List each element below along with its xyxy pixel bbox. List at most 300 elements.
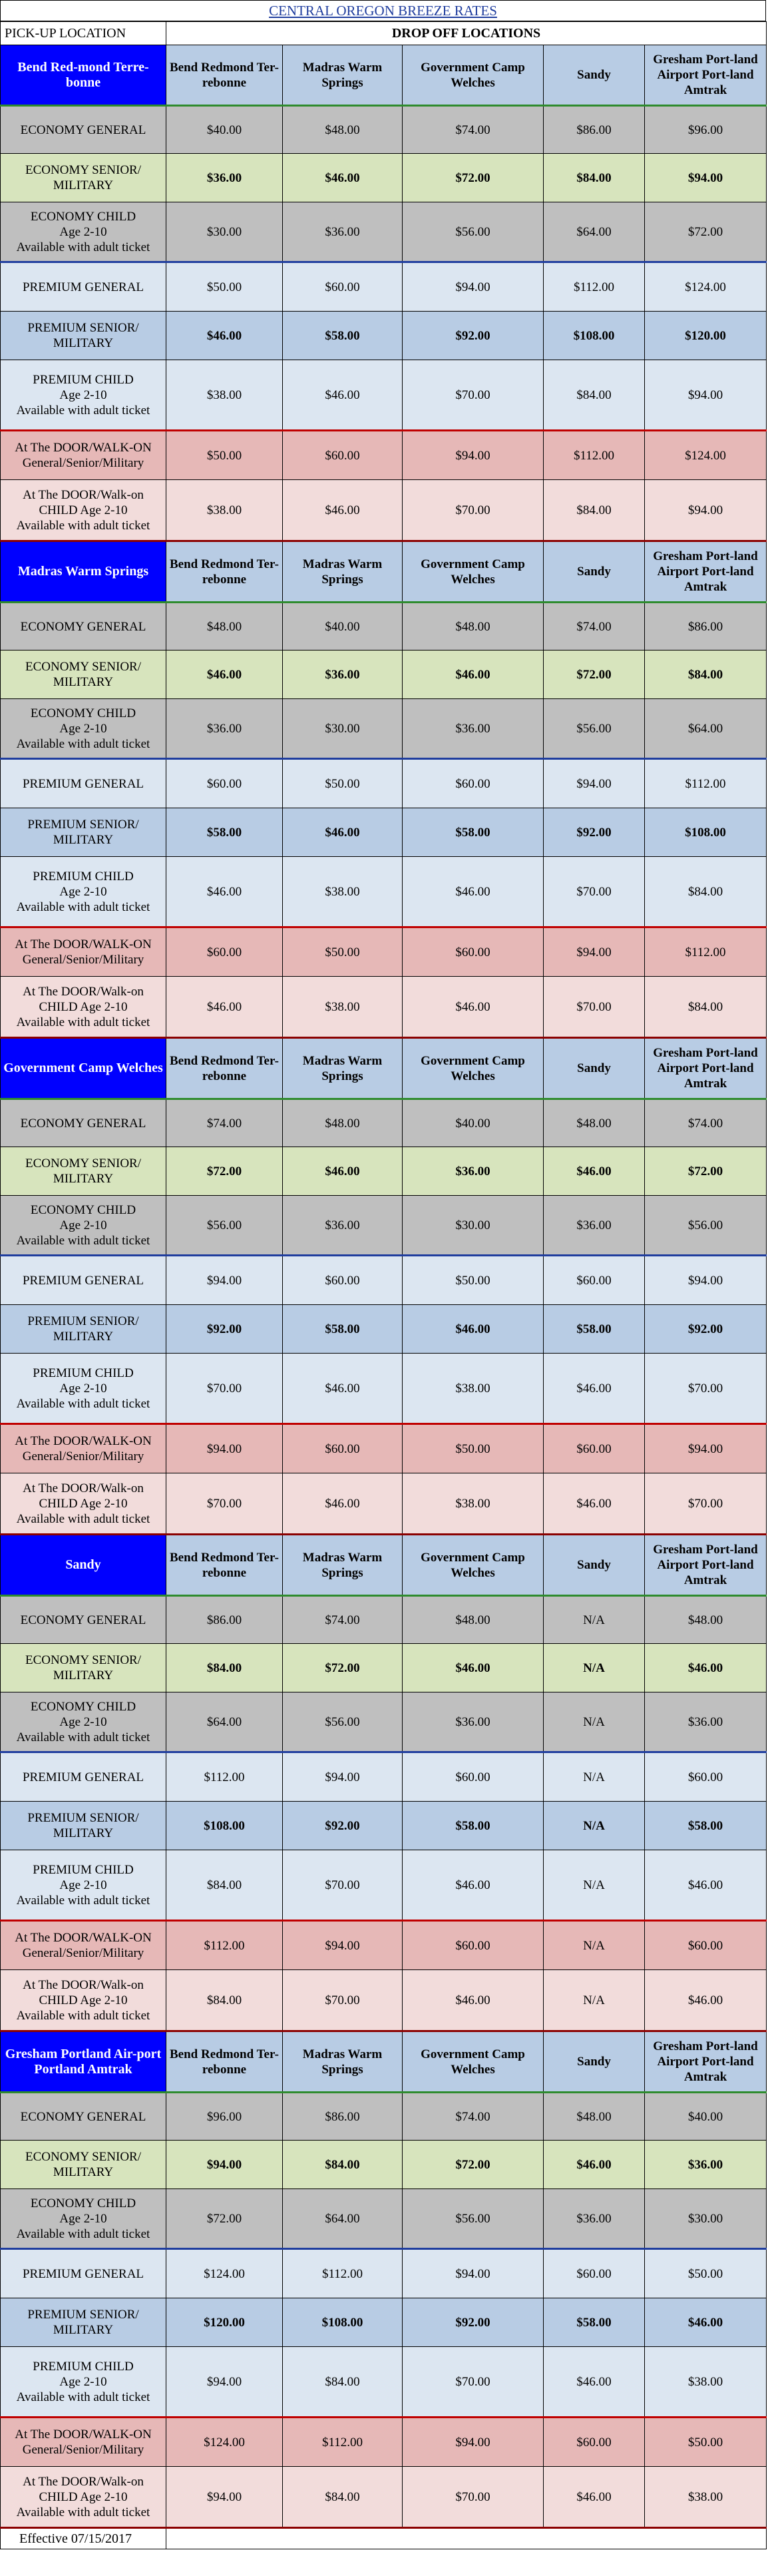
fare-cell: $112.00 bbox=[645, 927, 767, 977]
fare-cell: $74.00 bbox=[403, 2093, 544, 2141]
fare-cell: $46.00 bbox=[544, 2141, 645, 2189]
fare-cell: $72.00 bbox=[403, 154, 544, 202]
fare-cell: $60.00 bbox=[283, 1256, 403, 1305]
fare-cell: $58.00 bbox=[403, 1802, 544, 1850]
premium-child-row bbox=[1, 2347, 767, 2418]
fare-cell: $86.00 bbox=[645, 603, 767, 650]
destination-header: Gresham Port-land Airport Port-land Amtrak bbox=[645, 45, 767, 106]
economy-senior-military-label: ECONOMY SENIOR/ MILITARY bbox=[1, 2141, 166, 2189]
page-title[interactable]: CENTRAL OREGON BREEZE RATES bbox=[269, 2, 497, 19]
fare-cell: $84.00 bbox=[544, 480, 645, 541]
door-walk-on-child-label bbox=[1, 1970, 166, 2031]
door-walk-on-child-row bbox=[1, 480, 767, 541]
economy-child-label bbox=[1, 2189, 166, 2249]
pickup-location-header: PICK-UP LOCATION bbox=[1, 22, 166, 45]
fare-cell: $70.00 bbox=[403, 2467, 544, 2528]
fare-cell: $30.00 bbox=[166, 202, 283, 262]
fare-cell: $40.00 bbox=[166, 106, 283, 154]
economy-child-row bbox=[1, 202, 767, 262]
fare-cell: $96.00 bbox=[645, 106, 767, 154]
fare-cell: $46.00 bbox=[283, 808, 403, 857]
door-walk-on-child-label bbox=[1, 1473, 166, 1535]
fare-cell: $56.00 bbox=[544, 699, 645, 759]
title-bar bbox=[0, 0, 766, 21]
destination-header: Sandy bbox=[544, 45, 645, 106]
destination-header: Madras Warm Springs bbox=[283, 1535, 403, 1596]
destination-header: Sandy bbox=[544, 2031, 645, 2093]
label-line: At The DOOR/WALK-ON bbox=[15, 937, 152, 951]
label-line: General/Senior/Military bbox=[22, 953, 144, 967]
fare-cell: $84.00 bbox=[544, 360, 645, 431]
economy-senior-military-label: ECONOMY SENIOR/ MILITARY bbox=[1, 1147, 166, 1196]
destination-header: Madras Warm Springs bbox=[283, 1038, 403, 1099]
premium-senior-military-row bbox=[1, 312, 767, 360]
section-header-row bbox=[1, 1535, 767, 1596]
fare-cell: $46.00 bbox=[166, 857, 283, 927]
fare-cell: $48.00 bbox=[166, 603, 283, 650]
label-line: Available with adult ticket bbox=[16, 1015, 150, 1029]
label-line: PREMIUM CHILD bbox=[33, 869, 134, 884]
pickup-origin: Sandy bbox=[1, 1535, 166, 1596]
fare-cell: $84.00 bbox=[166, 1970, 283, 2031]
label-line: CHILD Age 2-10 bbox=[39, 503, 128, 517]
fare-cell: $60.00 bbox=[166, 927, 283, 977]
label-line: Age 2-10 bbox=[59, 2374, 107, 2389]
economy-child-label bbox=[1, 699, 166, 759]
fare-cell: $124.00 bbox=[166, 2418, 283, 2467]
premium-general-row bbox=[1, 1256, 767, 1305]
fare-cell: $50.00 bbox=[645, 2249, 767, 2298]
economy-senior-military-label: ECONOMY SENIOR/ MILITARY bbox=[1, 650, 166, 699]
fare-cell: $60.00 bbox=[283, 262, 403, 312]
destination-header: Bend Redmond Ter-rebonne bbox=[166, 45, 283, 106]
door-walk-on-child-label bbox=[1, 2467, 166, 2528]
door-walk-on-child-row bbox=[1, 977, 767, 1038]
economy-general-row bbox=[1, 603, 767, 650]
fare-cell: $60.00 bbox=[283, 431, 403, 480]
fare-cell: $38.00 bbox=[283, 857, 403, 927]
premium-senior-military-row bbox=[1, 1305, 767, 1354]
fare-cell: $36.00 bbox=[166, 699, 283, 759]
fare-cell: $46.00 bbox=[283, 480, 403, 541]
fare-cell: $46.00 bbox=[544, 1473, 645, 1535]
fare-cell: $40.00 bbox=[645, 2093, 767, 2141]
label-line: Available with adult ticket bbox=[16, 1511, 150, 1526]
fare-cell: $48.00 bbox=[544, 1099, 645, 1147]
label-line: Available with adult ticket bbox=[16, 1396, 150, 1411]
fare-cell: $50.00 bbox=[403, 1424, 544, 1473]
premium-child-label bbox=[1, 1850, 166, 1921]
section-header-row bbox=[1, 1038, 767, 1099]
economy-child-label bbox=[1, 1692, 166, 1752]
economy-general-label: ECONOMY GENERAL bbox=[1, 106, 166, 154]
fare-cell: $46.00 bbox=[403, 1644, 544, 1692]
economy-senior-military-label: ECONOMY SENIOR/ MILITARY bbox=[1, 154, 166, 202]
fare-cell: $124.00 bbox=[645, 262, 767, 312]
label-line: Age 2-10 bbox=[59, 387, 107, 402]
label-line: Available with adult ticket bbox=[16, 2226, 150, 2241]
label-line: Available with adult ticket bbox=[16, 900, 150, 914]
fare-cell: $64.00 bbox=[283, 2189, 403, 2249]
label-line: PREMIUM CHILD bbox=[33, 2359, 134, 2374]
fare-cell: $94.00 bbox=[645, 1256, 767, 1305]
fare-cell: $36.00 bbox=[544, 1196, 645, 1256]
fare-cell: $124.00 bbox=[166, 2249, 283, 2298]
fare-cell: $58.00 bbox=[166, 808, 283, 857]
economy-general-label: ECONOMY GENERAL bbox=[1, 1099, 166, 1147]
section-header-row bbox=[1, 2031, 767, 2093]
destination-header: Gresham Port-land Airport Port-land Amtrak bbox=[645, 1535, 767, 1596]
fare-cell: $60.00 bbox=[403, 1921, 544, 1970]
fare-cell: $70.00 bbox=[283, 1850, 403, 1921]
economy-general-row bbox=[1, 106, 767, 154]
fare-cell: $112.00 bbox=[544, 262, 645, 312]
label-line: Age 2-10 bbox=[59, 1381, 107, 1396]
premium-general-label: PREMIUM GENERAL bbox=[1, 262, 166, 312]
door-walk-on-child-row bbox=[1, 1970, 767, 2031]
premium-child-row bbox=[1, 360, 767, 431]
economy-senior-military-label: ECONOMY SENIOR/ MILITARY bbox=[1, 1644, 166, 1692]
fare-cell: N/A bbox=[544, 1850, 645, 1921]
door-walk-on-child-label bbox=[1, 977, 166, 1038]
fare-cell: $108.00 bbox=[645, 808, 767, 857]
label-line: PREMIUM CHILD bbox=[33, 372, 134, 387]
door-walk-on-general-row bbox=[1, 1921, 767, 1970]
label-line: Age 2-10 bbox=[59, 224, 107, 239]
destination-header: Gresham Port-land Airport Port-land Amtrak bbox=[645, 1038, 767, 1099]
fare-cell: $50.00 bbox=[283, 759, 403, 808]
premium-general-row bbox=[1, 2249, 767, 2298]
label-line: CHILD Age 2-10 bbox=[39, 999, 128, 1014]
fare-cell: $84.00 bbox=[283, 2467, 403, 2528]
premium-child-row bbox=[1, 1354, 767, 1424]
fare-cell: $92.00 bbox=[403, 312, 544, 360]
label-line: General/Senior/Military bbox=[22, 456, 144, 470]
dropoff-locations-header: DROP OFF LOCATIONS bbox=[166, 22, 767, 45]
label-line: At The DOOR/Walk-on bbox=[23, 984, 144, 999]
fare-cell: $36.00 bbox=[166, 154, 283, 202]
door-walk-on-general-row bbox=[1, 1424, 767, 1473]
fare-cell: $46.00 bbox=[645, 1970, 767, 2031]
fare-cell: $50.00 bbox=[645, 2418, 767, 2467]
section-header-row bbox=[1, 541, 767, 603]
premium-general-label: PREMIUM GENERAL bbox=[1, 2249, 166, 2298]
fare-cell: $36.00 bbox=[403, 1692, 544, 1752]
fare-cell: $74.00 bbox=[544, 603, 645, 650]
fare-cell: $46.00 bbox=[645, 1850, 767, 1921]
header-row bbox=[1, 22, 767, 45]
fare-cell: $30.00 bbox=[645, 2189, 767, 2249]
premium-general-row bbox=[1, 759, 767, 808]
fare-cell: $94.00 bbox=[166, 1424, 283, 1473]
fare-cell: $46.00 bbox=[645, 2298, 767, 2347]
fare-cell: $46.00 bbox=[403, 1850, 544, 1921]
fare-cell: $72.00 bbox=[403, 2141, 544, 2189]
destination-header: Madras Warm Springs bbox=[283, 2031, 403, 2093]
label-line: Available with adult ticket bbox=[16, 1233, 150, 1248]
fare-cell: $48.00 bbox=[645, 1596, 767, 1644]
economy-child-row bbox=[1, 1692, 767, 1752]
fare-cell: $70.00 bbox=[403, 480, 544, 541]
economy-general-label: ECONOMY GENERAL bbox=[1, 1596, 166, 1644]
fare-cell: $94.00 bbox=[166, 2347, 283, 2418]
fare-cell: $46.00 bbox=[283, 154, 403, 202]
fare-cell: $46.00 bbox=[283, 1354, 403, 1424]
destination-header: Government Camp Welches bbox=[403, 1535, 544, 1596]
fare-cell: $72.00 bbox=[645, 1147, 767, 1196]
destination-header: Gresham Port-land Airport Port-land Amtrak bbox=[645, 541, 767, 603]
fare-cell: $60.00 bbox=[544, 1424, 645, 1473]
fare-cell: $38.00 bbox=[403, 1354, 544, 1424]
label-line: Age 2-10 bbox=[59, 2211, 107, 2226]
fare-cell: $84.00 bbox=[283, 2141, 403, 2189]
fare-cell: $108.00 bbox=[283, 2298, 403, 2347]
label-line: CHILD Age 2-10 bbox=[39, 1993, 128, 2007]
fare-cell: $70.00 bbox=[645, 1354, 767, 1424]
fare-cell: N/A bbox=[544, 1752, 645, 1802]
fare-cell: N/A bbox=[544, 1692, 645, 1752]
fare-cell: $48.00 bbox=[283, 106, 403, 154]
label-line: Available with adult ticket bbox=[16, 518, 150, 533]
premium-child-label bbox=[1, 1354, 166, 1424]
premium-senior-military-row bbox=[1, 2298, 767, 2347]
fare-cell: $74.00 bbox=[403, 106, 544, 154]
label-line: General/Senior/Military bbox=[22, 1449, 144, 1463]
fare-cell: $70.00 bbox=[283, 1970, 403, 2031]
fare-cell: $36.00 bbox=[283, 650, 403, 699]
fare-cell: $36.00 bbox=[283, 202, 403, 262]
fare-cell: $70.00 bbox=[544, 857, 645, 927]
premium-senior-military-label: PREMIUM SENIOR/ MILITARY bbox=[1, 808, 166, 857]
fare-cell: $94.00 bbox=[166, 1256, 283, 1305]
fare-cell: N/A bbox=[544, 1921, 645, 1970]
economy-child-row bbox=[1, 699, 767, 759]
fare-cell: $36.00 bbox=[645, 1692, 767, 1752]
fare-cell: $56.00 bbox=[403, 2189, 544, 2249]
fare-cell: $36.00 bbox=[403, 699, 544, 759]
economy-senior-military-row bbox=[1, 1644, 767, 1692]
fare-cell: $84.00 bbox=[166, 1850, 283, 1921]
destination-header: Sandy bbox=[544, 1038, 645, 1099]
destination-header: Government Camp Welches bbox=[403, 541, 544, 603]
economy-senior-military-row bbox=[1, 154, 767, 202]
label-line: Age 2-10 bbox=[59, 884, 107, 899]
fare-cell: $120.00 bbox=[166, 2298, 283, 2347]
premium-general-row bbox=[1, 1752, 767, 1802]
fare-cell: $84.00 bbox=[645, 977, 767, 1038]
fare-cell: $92.00 bbox=[283, 1802, 403, 1850]
fare-cell: $94.00 bbox=[403, 431, 544, 480]
fare-cell: $48.00 bbox=[283, 1099, 403, 1147]
fare-cell: $84.00 bbox=[645, 650, 767, 699]
fare-cell: $38.00 bbox=[645, 2347, 767, 2418]
fare-cell: $70.00 bbox=[403, 360, 544, 431]
fare-cell: $84.00 bbox=[283, 2347, 403, 2418]
fare-cell: $94.00 bbox=[283, 1752, 403, 1802]
fare-cell: $60.00 bbox=[645, 1921, 767, 1970]
fare-cell: $48.00 bbox=[544, 2093, 645, 2141]
label-line: Age 2-10 bbox=[59, 1878, 107, 1892]
fare-cell: $58.00 bbox=[283, 1305, 403, 1354]
fare-cell: $40.00 bbox=[403, 1099, 544, 1147]
fare-cell: $86.00 bbox=[166, 1596, 283, 1644]
premium-senior-military-label: PREMIUM SENIOR/ MILITARY bbox=[1, 1305, 166, 1354]
fare-cell: $60.00 bbox=[403, 1752, 544, 1802]
fare-cell: $86.00 bbox=[283, 2093, 403, 2141]
door-walk-on-general-label bbox=[1, 1424, 166, 1473]
fare-cell: $108.00 bbox=[166, 1802, 283, 1850]
fare-cell: $38.00 bbox=[283, 977, 403, 1038]
fare-cell: $74.00 bbox=[645, 1099, 767, 1147]
fare-cell: $112.00 bbox=[645, 759, 767, 808]
economy-general-row bbox=[1, 1596, 767, 1644]
fare-cell: $46.00 bbox=[403, 1305, 544, 1354]
destination-header: Bend Redmond Ter-rebonne bbox=[166, 1535, 283, 1596]
fare-cell: $46.00 bbox=[645, 1644, 767, 1692]
premium-child-row bbox=[1, 1850, 767, 1921]
fare-cell: $58.00 bbox=[403, 808, 544, 857]
fare-cell: $36.00 bbox=[283, 1196, 403, 1256]
fare-cell: $46.00 bbox=[403, 1970, 544, 2031]
label-line: CHILD Age 2-10 bbox=[39, 1496, 128, 1511]
fare-cell: $94.00 bbox=[645, 1424, 767, 1473]
fare-cell: $92.00 bbox=[166, 1305, 283, 1354]
premium-general-label: PREMIUM GENERAL bbox=[1, 1256, 166, 1305]
economy-general-row bbox=[1, 1099, 767, 1147]
fare-cell: $46.00 bbox=[544, 1354, 645, 1424]
door-walk-on-general-label bbox=[1, 1921, 166, 1970]
fare-cell: $60.00 bbox=[544, 2418, 645, 2467]
door-walk-on-general-row bbox=[1, 927, 767, 977]
fare-cell: $58.00 bbox=[544, 2298, 645, 2347]
pickup-origin: Madras Warm Springs bbox=[1, 541, 166, 603]
fare-cell: $36.00 bbox=[403, 1147, 544, 1196]
premium-senior-military-label: PREMIUM SENIOR/ MILITARY bbox=[1, 2298, 166, 2347]
fare-cell: $46.00 bbox=[403, 650, 544, 699]
fare-cell: $94.00 bbox=[403, 262, 544, 312]
fare-cell: N/A bbox=[544, 1970, 645, 2031]
destination-header: Sandy bbox=[544, 1535, 645, 1596]
fare-cell: $60.00 bbox=[403, 759, 544, 808]
destination-header: Gresham Port-land Airport Port-land Amtrak bbox=[645, 2031, 767, 2093]
fare-cell: $84.00 bbox=[645, 857, 767, 927]
fare-cell: $60.00 bbox=[645, 1752, 767, 1802]
economy-general-label: ECONOMY GENERAL bbox=[1, 603, 166, 650]
fare-cell: $84.00 bbox=[544, 154, 645, 202]
label-line: At The DOOR/WALK-ON bbox=[15, 1434, 152, 1448]
fare-cell: $60.00 bbox=[544, 2249, 645, 2298]
label-line: General/Senior/Military bbox=[22, 1946, 144, 1960]
fare-cell: $46.00 bbox=[283, 360, 403, 431]
fare-cell: $94.00 bbox=[544, 927, 645, 977]
fare-cell: $86.00 bbox=[544, 106, 645, 154]
fare-cell: N/A bbox=[544, 1596, 645, 1644]
fare-cell: N/A bbox=[544, 1644, 645, 1692]
premium-general-label: PREMIUM GENERAL bbox=[1, 1752, 166, 1802]
fare-cell: $70.00 bbox=[544, 977, 645, 1038]
fare-cell: $96.00 bbox=[166, 2093, 283, 2141]
economy-senior-military-row bbox=[1, 650, 767, 699]
fare-cell: $50.00 bbox=[403, 1256, 544, 1305]
destination-header: Bend Redmond Ter-rebonne bbox=[166, 1038, 283, 1099]
door-walk-on-child-row bbox=[1, 2467, 767, 2528]
fare-cell: $112.00 bbox=[283, 2249, 403, 2298]
destination-header: Bend Redmond Ter-rebonne bbox=[166, 541, 283, 603]
fare-cell: $64.00 bbox=[544, 202, 645, 262]
premium-senior-military-label: PREMIUM SENIOR/ MILITARY bbox=[1, 312, 166, 360]
fare-cell: $46.00 bbox=[544, 2467, 645, 2528]
economy-senior-military-row bbox=[1, 2141, 767, 2189]
economy-child-label bbox=[1, 202, 166, 262]
fare-cell: $46.00 bbox=[166, 650, 283, 699]
fare-cell: $72.00 bbox=[166, 1147, 283, 1196]
fare-cell: $60.00 bbox=[544, 1256, 645, 1305]
label-line: At The DOOR/WALK-ON bbox=[15, 1931, 152, 1945]
fare-cell: $64.00 bbox=[166, 1692, 283, 1752]
fare-cell: $94.00 bbox=[645, 360, 767, 431]
fare-cell: $38.00 bbox=[166, 360, 283, 431]
label-line: At The DOOR/Walk-on bbox=[23, 1977, 144, 1992]
label-line: Age 2-10 bbox=[59, 721, 107, 736]
fare-cell: $112.00 bbox=[166, 1921, 283, 1970]
fare-cell: $36.00 bbox=[544, 2189, 645, 2249]
label-line: At The DOOR/WALK-ON bbox=[15, 2428, 152, 2442]
label-line: Available with adult ticket bbox=[16, 2008, 150, 2023]
fare-cell: $108.00 bbox=[544, 312, 645, 360]
fare-cell: $46.00 bbox=[283, 1473, 403, 1535]
fare-cell: $112.00 bbox=[166, 1752, 283, 1802]
effective-date: Effective 07/15/2017 bbox=[1, 2528, 166, 2549]
fare-cell: $60.00 bbox=[403, 927, 544, 977]
fare-cell: $50.00 bbox=[283, 927, 403, 977]
premium-senior-military-row bbox=[1, 1802, 767, 1850]
fare-cell: $58.00 bbox=[283, 312, 403, 360]
label-line: Available with adult ticket bbox=[16, 240, 150, 254]
premium-child-label bbox=[1, 2347, 166, 2418]
fare-cell: $92.00 bbox=[544, 808, 645, 857]
destination-header: Bend Redmond Ter-rebonne bbox=[166, 2031, 283, 2093]
label-line: Age 2-10 bbox=[59, 1714, 107, 1729]
label-line: Available with adult ticket bbox=[16, 2390, 150, 2404]
label-line: Available with adult ticket bbox=[16, 403, 150, 417]
fare-cell: $94.00 bbox=[166, 2141, 283, 2189]
fare-cell: $120.00 bbox=[645, 312, 767, 360]
fare-cell: $50.00 bbox=[166, 262, 283, 312]
premium-general-label: PREMIUM GENERAL bbox=[1, 759, 166, 808]
label-line: Available with adult ticket bbox=[16, 1730, 150, 1744]
pickup-origin: Gresham Portland Air-port Portland Amtrak bbox=[1, 2031, 166, 2093]
pickup-origin: Bend Red-mond Terre-bonne bbox=[1, 45, 166, 106]
fare-cell: $50.00 bbox=[166, 431, 283, 480]
economy-child-row bbox=[1, 2189, 767, 2249]
economy-general-row bbox=[1, 2093, 767, 2141]
fare-cell: $94.00 bbox=[645, 480, 767, 541]
economy-child-row bbox=[1, 1196, 767, 1256]
fare-cell: $70.00 bbox=[403, 2347, 544, 2418]
fare-cell: $72.00 bbox=[544, 650, 645, 699]
fare-cell: $46.00 bbox=[166, 312, 283, 360]
fare-cell: $94.00 bbox=[403, 2418, 544, 2467]
label-line: ECONOMY CHILD bbox=[30, 209, 136, 224]
fare-cell: $38.00 bbox=[645, 2467, 767, 2528]
door-walk-on-general-row bbox=[1, 431, 767, 480]
fare-cell: $30.00 bbox=[283, 699, 403, 759]
fare-cell: $112.00 bbox=[283, 2418, 403, 2467]
label-line: ECONOMY CHILD bbox=[30, 1699, 136, 1714]
door-walk-on-child-row bbox=[1, 1473, 767, 1535]
label-line: Available with adult ticket bbox=[16, 1893, 150, 1908]
label-line: At The DOOR/WALK-ON bbox=[15, 441, 152, 455]
